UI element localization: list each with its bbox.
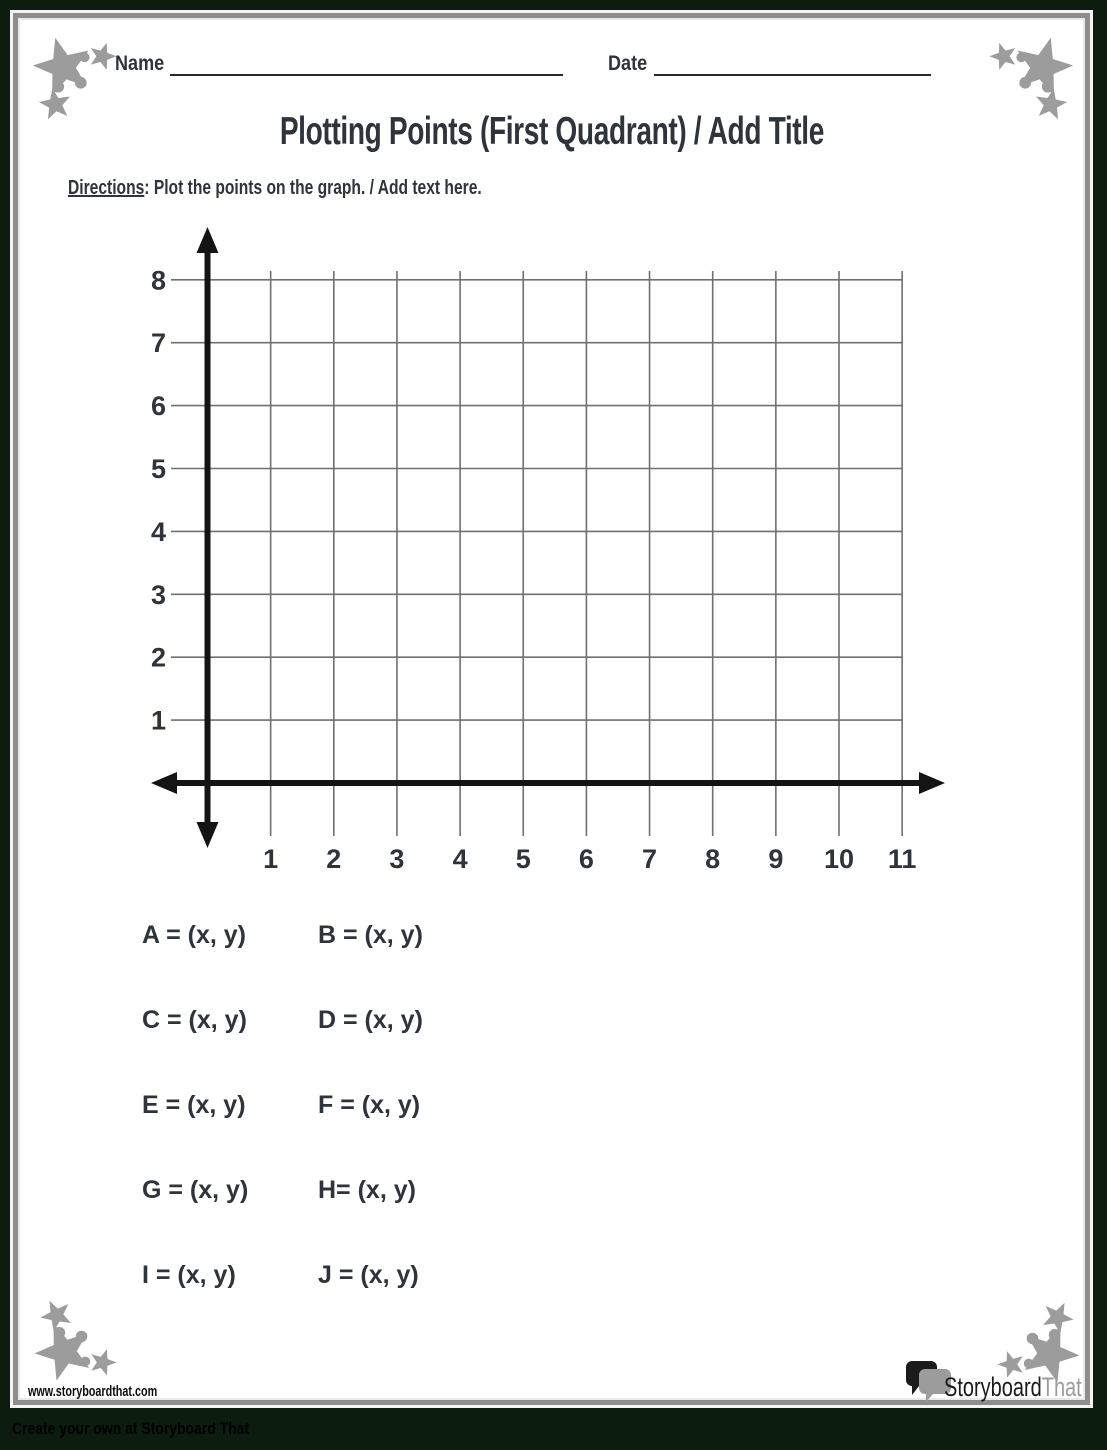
x-tick-label: 3 (389, 844, 405, 874)
x-tick-label: 10 (823, 844, 855, 874)
y-axis-arrow-down (197, 822, 219, 848)
directions (68, 177, 482, 200)
y-tick-label: 1 (150, 705, 166, 736)
coordinate-grid (130, 215, 960, 885)
point-label-g: G = (x, y) (142, 1176, 249, 1204)
y-tick-label: 7 (150, 328, 166, 359)
logo-text-that: That (1041, 1372, 1082, 1402)
star-cluster-icon (22, 1300, 118, 1396)
directions-label: Directions (68, 177, 145, 199)
y-tick-labels (151, 265, 166, 735)
point-label-j: J = (x, y) (318, 1261, 419, 1289)
y-axis-arrow-up (197, 227, 219, 253)
x-axis-arrow-right (919, 772, 945, 794)
y-tick-label: 4 (150, 516, 166, 547)
date-label: Date (608, 52, 648, 75)
point-label-h: H= (x, y) (318, 1176, 416, 1204)
point-label-i: I = (x, y) (142, 1261, 236, 1289)
x-tick-label: 1 (263, 844, 279, 874)
point-label-d: D = (x, y) (318, 1006, 423, 1034)
title-row (13, 110, 1090, 154)
point-label-c: C = (x, y) (142, 1006, 247, 1034)
x-tick-label: 2 (326, 844, 342, 874)
point-label-f: F = (x, y) (318, 1091, 421, 1119)
x-tick-label: 8 (705, 844, 721, 874)
y-tick-label: 8 (150, 265, 166, 296)
x-tick-label: 6 (578, 844, 594, 874)
storyboardthat-logo-text (944, 1372, 1082, 1403)
point-label-b: B = (x, y) (318, 921, 423, 949)
y-tick-label: 2 (150, 642, 166, 673)
x-axis-arrow-left (151, 772, 177, 794)
name-label: Name (115, 52, 165, 75)
x-tick-label: 4 (452, 844, 468, 874)
star-cluster-icon (988, 22, 1086, 120)
bottom-banner-text: Create your own at Storyboard That (12, 1419, 250, 1438)
y-tick-label: 6 (150, 391, 166, 422)
logo-text-storyboard: Storyboard (944, 1372, 1042, 1402)
directions-text: : Plot the points on the graph. / Add text here. (144, 177, 482, 199)
x-tick-label: 9 (768, 844, 784, 874)
x-tick-label: 11 (887, 844, 917, 874)
date-blank-line (654, 74, 931, 76)
point-label-e: E = (x, y) (142, 1091, 246, 1119)
x-tick-label: 5 (515, 844, 531, 874)
page-title: Plotting Points (First Quadrant) / Add Title (279, 110, 824, 153)
x-tick-label: 7 (642, 844, 658, 874)
point-label-a: A = (x, y) (142, 921, 246, 949)
y-tick-label: 5 (150, 454, 166, 484)
y-tick-label: 3 (150, 579, 166, 610)
grid-lines (171, 271, 902, 836)
website-url: www.storyboardthat.com (28, 1383, 158, 1400)
name-blank-line (170, 74, 563, 76)
x-tick-labels (263, 844, 916, 874)
star-cluster-icon (20, 22, 118, 120)
